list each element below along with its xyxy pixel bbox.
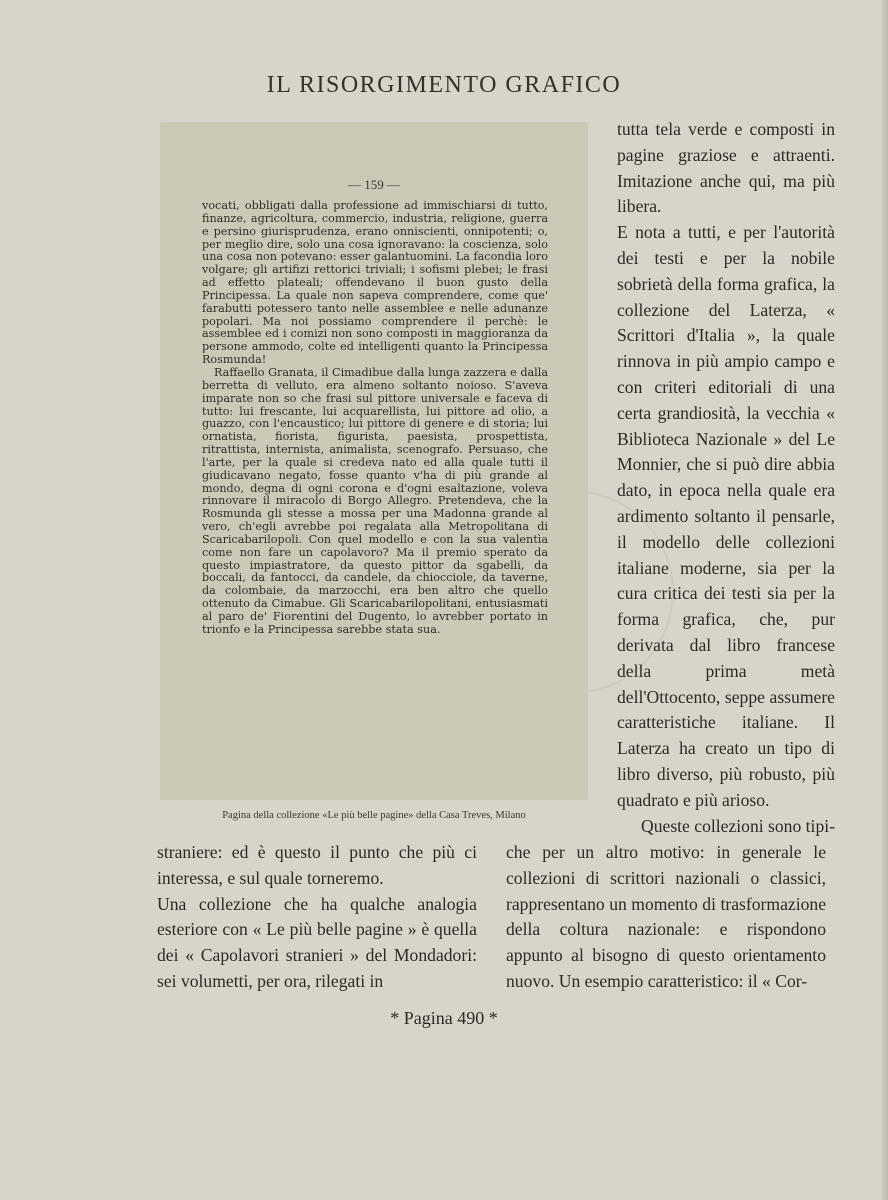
body-paragraph: E nota a tutti, e per l'autorità dei testi e per la nobile sobrietà della forma grafica, la collezione del Laterza, « Scrittori d'Italia », la quale rinnova in più ampio campo e con criteri editoriali di una certa grandiosità, la vecchia « Biblioteca Nazionale » del Le Monnier, che si può dire abbia dato, in epoca nella quale era ardimento soltanto il pensarle, il modello delle collezioni italiane moderne, sia per la cura critica dei testi sia per la forma grafica, che, pur derivata dal libro francese della prima metà dell'Ottocento, seppe assumere caratteristiche italiane. Il Laterza ha creato un tipo di libro diverso, più robusto, più quadrato e più arioso. xyxy=(617,222,835,810)
bottom-right-column xyxy=(506,840,826,995)
inset-paragraph: vocati, obbligati dalla professione ad immischiarsi di tutto, finanze, agricoltura, commercio, industria, religione, guerra e persino giurisprudenza, erano onniscienti, onnipotenti; o, per meglio dire, solo una cosa ignoravano: la coscienza, solo una cosa non potevano: esser galantuomini. La facondia loro volgare; gli artifizi rettorici triviali; i sofismi plebei; le frasi ad effetto plateali; offendevano il buon gusto della Principessa. La quale non sapeva comprendere, come que' farabutti potessero tanto nelle assemblee e nelle adunanze popolari. Ma noi possiamo comprendere il perchè: le assemblee ed i comizi non sono composti in maggioranza da persone ammodo, colte ed intelligenti quanto la Principessa Rosmunda! xyxy=(202,199,548,367)
inset-page-number: — 159 — xyxy=(348,177,400,192)
inset-paragraph: Raffaello Granata, il Cimadibue dalla lunga zazzera e dalla berretta di velluto, era almeno soltanto noioso. S'aveva imparate non so che frasi sul pittore universale e faceva di tutto: lui frescante, lui acquarellista, lui pittore ad olio, a guazzo, con l'encaustico; lui pittore di genere e di storia; lui ornatista, fiorista, figurista, paesista, prospettista, ritrattista, internista, animalista, scenografo. Persuaso, che l'arte, per la quale si credeva nato ed alla quale tutti il giudicavano negato, fosse quanto v'ha di più grande al mondo, degna di ogni corona e d'ogni esaltazione, voleva rinnovare il miracolo di Borgo Allegro. Pretendeva, che la Rosmunda gli stesse a mossa per una Madonna grande al vero, ch'egli avrebbe poi regalata alla Metropolitana di Scaricabarilopoli. Con quel modello e con la sua valentìa come non fare un capolavoro? Ma il premio sperato da questo impiastratore, da questo pittor da sgabelli, da boccali, da fantocci, da candele, da chiocciole, da taverne, da colombaie, da marzocchi, era ben altro che quello ottenuto da Cimabue. Gli Scaricabarilopolitani, entusiasmati al paro de' Fiorentini del Dugento, lo avrebber portato in trionfo e la Principessa sarebbe stata sua. xyxy=(202,365,548,636)
figure-caption: Pagina della collezione «Le più belle pagine» della Casa Treves, Milano xyxy=(222,810,526,821)
body-paragraph: straniere: ed è questo il punto che più ci interessa, e sul quale torneremo. xyxy=(157,842,477,888)
right-column xyxy=(617,117,835,839)
page-title: IL RISORGIMENTO GRAFICO xyxy=(266,72,622,98)
page-number-footer: * Pagina 490 * xyxy=(390,1008,498,1028)
body-paragraph: Una collezione che ha qualche analogia esteriore con « Le più belle pagine » è quella dei « Capolavori stranieri » del Mondadori: sei volumetti, per ora, rilegati in xyxy=(157,893,477,991)
bottom-left-column xyxy=(157,840,477,995)
inset-text-block xyxy=(202,200,548,637)
body-paragraph: Queste collezioni sono tipi- xyxy=(641,815,835,836)
body-paragraph: tutta tela verde e composti in pagine graziose e attraenti. Imitazione anche qui, ma più libera. xyxy=(617,119,835,217)
body-paragraph: che per un altro motivo: in generale le collezioni di scrittori nazionali o classici, rappresentano un momento di trasformazione della coltura nazionale: e rispondono appunto al bisogno di questo orientamento nuovo. Un esempio caratteristico: il « Cor- xyxy=(506,842,826,991)
inset-page-image xyxy=(160,122,588,800)
